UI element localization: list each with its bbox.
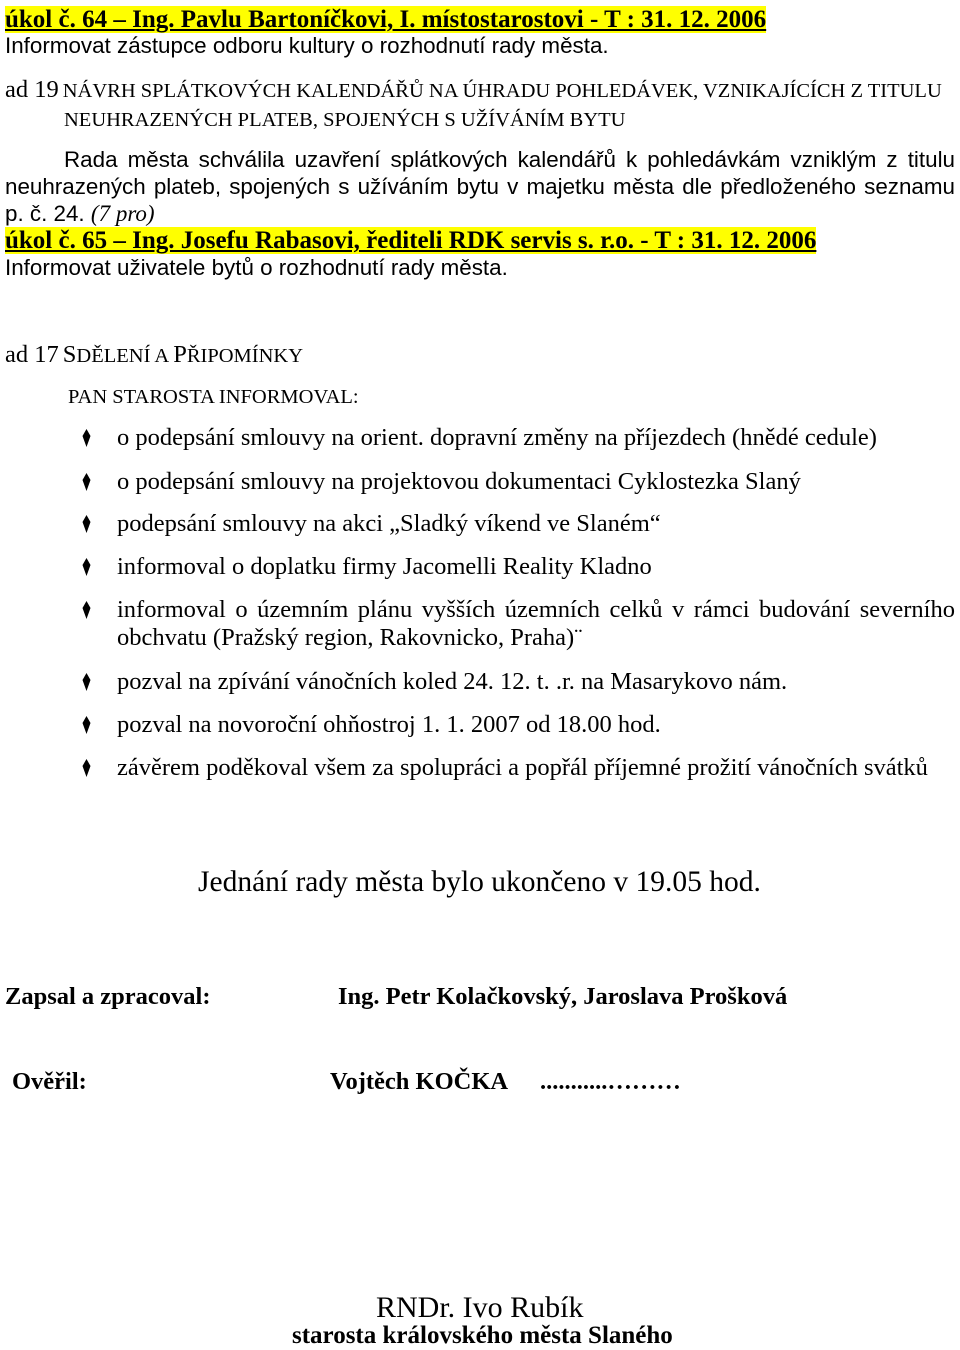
item-17-subheading: PAN STAROSTA INFORMOVAL: <box>68 386 359 408</box>
mayor-name: RNDr. Ivo Rubík <box>376 1291 584 1324</box>
list-item-continuation: obchvatu (Pražský region, Rakovnicko, Praha)¨ <box>117 624 583 651</box>
item-17-heading <box>5 340 303 373</box>
task-64-heading <box>5 5 766 35</box>
meeting-closing: Jednání rady města bylo ukončeno v 19.05 hod. <box>198 866 761 898</box>
task-65-instruction: Informovat uživatele bytů o rozhodnutí rady města. <box>5 255 508 280</box>
recorded-by-label: Zapsal a zpracoval: <box>5 983 211 1010</box>
task-64-heading-text: úkol č. 64 – Ing. Pavlu Bartoníčkovi, I. místostarostovi - T : 31. 12. 2006 <box>5 6 767 33</box>
item-17-title-part1: SDĚLENÍ A <box>62 341 170 368</box>
diamond-bullet-icon <box>82 429 91 447</box>
signature-line: ...........……… <box>540 1068 681 1095</box>
recorded-by-names: Ing. Petr Kolačkovský, Jaroslava Prošková <box>338 983 788 1010</box>
list-item: informoval o doplatku firmy Jacomelli Reality Kladno <box>117 553 652 580</box>
verified-by-label: Ověřil: <box>12 1068 87 1095</box>
item-19-heading <box>5 76 942 107</box>
mayor-title: starosta královského města Slaného <box>292 1322 673 1349</box>
diamond-bullet-icon <box>82 601 91 619</box>
item-19-resolution-line1: Rada města schválila uzavření splátkových kalendářů k pohledávkám vzniklým z titulu <box>64 147 955 172</box>
item-19-number: ad 19 <box>5 76 59 103</box>
task-64-instruction: Informovat zástupce odboru kultury o rozhodnutí rady města. <box>5 33 609 58</box>
list-item: o podepsání smlouvy na projektovou dokumentaci Cyklostezka Slaný <box>117 468 801 495</box>
item-19-resolution-line2: neuhrazených plateb, spojených s užíváním bytu v majetku města dle předloženého seznamu <box>5 174 955 199</box>
item-19-title-line2: NEUHRAZENÝCH PLATEB, SPOJENÝCH S UŽÍVÁNÍM BYTU <box>64 109 626 131</box>
diamond-bullet-icon <box>82 673 91 691</box>
item-19-resolution-ref: p. č. 24. <box>5 201 85 226</box>
diamond-bullet-icon <box>82 759 91 777</box>
task-65-heading-text: úkol č. 65 – Ing. Josefu Rabasovi, řediteli RDK servis s. r.o. - T : 31. 12. 2006 <box>5 227 817 254</box>
list-item: pozval na zpívání vánočních koled 24. 12. t. .r. na Masarykovo nám. <box>117 668 788 695</box>
list-item: podepsání smlouvy na akci „Sladký víkend ve Slaném“ <box>117 510 661 537</box>
item-17-title-part2: PŘIPOMÍNKY <box>173 341 304 368</box>
item-19-vote: (7 pro) <box>90 201 155 226</box>
verified-by-name: Vojtěch KOČKA <box>330 1068 509 1095</box>
diamond-bullet-icon <box>82 716 91 734</box>
item-17-number: ad 17 <box>5 341 59 368</box>
list-item: pozval na novoroční ohňostroj 1. 1. 2007 od 18.00 hod. <box>117 711 661 738</box>
diamond-bullet-icon <box>82 558 91 576</box>
item-19-resolution-line3 <box>5 201 155 227</box>
task-65-heading <box>5 226 816 256</box>
diamond-bullet-icon <box>82 515 91 533</box>
item-19-title-line1: NÁVRH SPLÁTKOVÝCH KALENDÁŘŮ NA ÚHRADU POHLEDÁVEK, VZNIKAJÍCÍCH Z TITULU <box>62 80 942 102</box>
list-item: informoval o územním plánu vyšších územních celků v rámci budování severního <box>117 596 955 623</box>
list-item: o podepsání smlouvy na orient. dopravní změny na příjezdech (hnědé cedule) <box>117 424 877 451</box>
diamond-bullet-icon <box>82 473 91 491</box>
list-item: závěrem poděkoval všem za spolupráci a popřál příjemné prožití vánočních svátků <box>117 754 928 781</box>
